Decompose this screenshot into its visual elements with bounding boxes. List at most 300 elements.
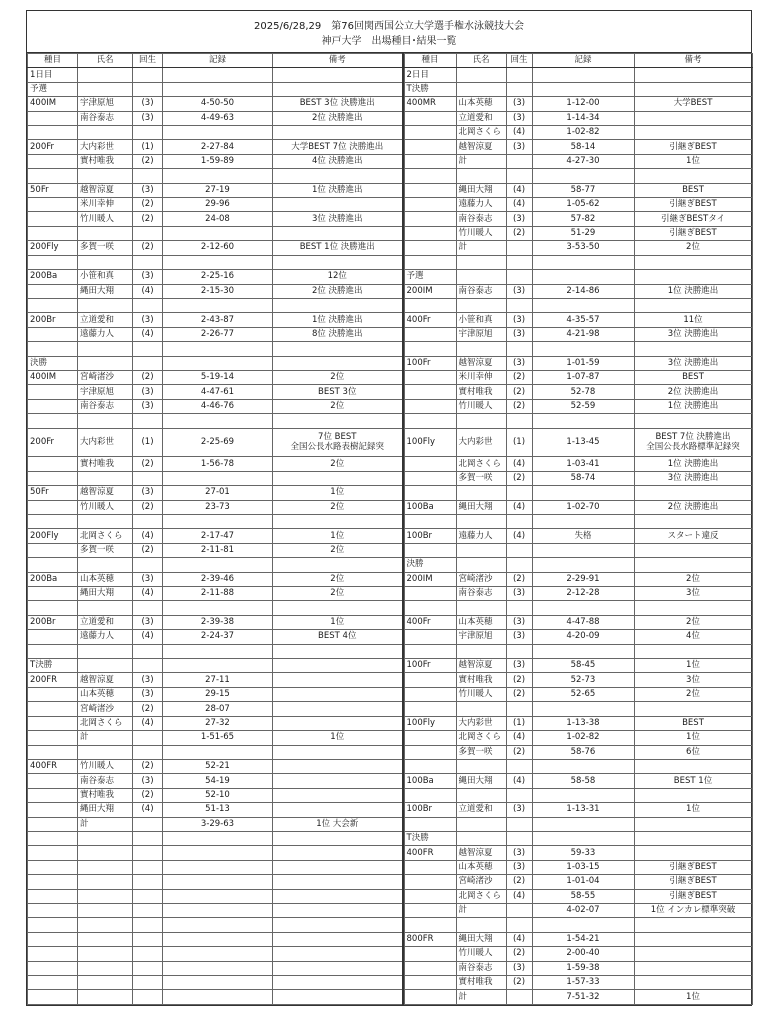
name-cell: 越智涼夏 <box>456 659 506 673</box>
name-cell <box>456 255 506 269</box>
remarks-cell: 2位 <box>273 543 403 557</box>
time-cell <box>163 961 273 975</box>
event-cell <box>404 154 456 168</box>
table-row <box>404 615 752 629</box>
remarks-cell: 2位 決勝進出 <box>634 500 752 514</box>
name-cell: 縄田大翔 <box>78 587 133 601</box>
event-cell <box>28 457 78 471</box>
year-cell: (4) <box>506 198 532 212</box>
year-cell: (3) <box>506 212 532 226</box>
table-row <box>404 932 752 946</box>
year-cell: (4) <box>506 731 532 745</box>
year-cell: (2) <box>506 471 532 485</box>
year-cell <box>506 644 532 658</box>
remarks-cell: 1位 決勝進出 <box>273 183 403 197</box>
time-cell: 2-27-84 <box>163 140 273 154</box>
time-cell: 24-08 <box>163 212 273 226</box>
table-row <box>28 644 403 658</box>
header-name: 氏名 <box>456 54 506 68</box>
name-cell <box>78 889 133 903</box>
year-cell: (2) <box>506 226 532 240</box>
name-cell: 越智涼夏 <box>78 183 133 197</box>
year-cell: (2) <box>506 687 532 701</box>
name-cell <box>456 486 506 500</box>
remarks-cell <box>273 759 403 773</box>
year-cell: (4) <box>133 630 163 644</box>
name-cell <box>456 817 506 831</box>
time-cell: 58-74 <box>532 471 634 485</box>
event-cell <box>28 169 78 183</box>
event-cell <box>404 702 456 716</box>
year-cell: (4) <box>133 803 163 817</box>
table-row <box>28 759 403 773</box>
year-cell <box>133 601 163 615</box>
event-cell <box>28 788 78 802</box>
year-cell <box>133 644 163 658</box>
time-cell: 2-14-86 <box>532 284 634 298</box>
time-cell <box>163 471 273 485</box>
event-cell <box>404 255 456 269</box>
table-row <box>404 68 752 82</box>
event-cell <box>404 399 456 413</box>
event-cell: 400IM <box>28 370 78 384</box>
remarks-cell: 1位 <box>273 731 403 745</box>
name-cell: 宮崎渚沙 <box>78 702 133 716</box>
event-cell <box>28 111 78 125</box>
time-cell <box>532 270 634 284</box>
time-cell: 4-35-57 <box>532 313 634 327</box>
event-cell <box>404 370 456 384</box>
remarks-cell: 1位 <box>273 615 403 629</box>
event-cell <box>404 140 456 154</box>
header-name: 氏名 <box>78 54 133 68</box>
name-cell <box>456 68 506 82</box>
remarks-cell: 1位 決勝進出 <box>634 284 752 298</box>
year-cell: (4) <box>133 587 163 601</box>
table-row <box>404 183 752 197</box>
event-cell <box>28 587 78 601</box>
event-cell <box>28 731 78 745</box>
event-cell: 50Fr <box>28 183 78 197</box>
time-cell: 4-27-30 <box>532 154 634 168</box>
year-cell <box>133 126 163 140</box>
remarks-cell <box>273 745 403 759</box>
table-row <box>28 745 403 759</box>
remarks-cell: 6位 <box>634 745 752 759</box>
name-cell: 實村唯我 <box>78 788 133 802</box>
year-cell <box>506 903 532 917</box>
remarks-cell: 2位 <box>634 615 752 629</box>
table-row <box>404 82 752 96</box>
year-cell: (1) <box>506 428 532 457</box>
time-cell <box>163 932 273 946</box>
table-row <box>28 572 403 586</box>
year-cell <box>506 817 532 831</box>
time-cell <box>163 68 273 82</box>
header-year: 回生 <box>506 54 532 68</box>
table-row <box>404 716 752 730</box>
event-cell <box>404 759 456 773</box>
table-row <box>28 457 403 471</box>
event-cell: 400IM <box>28 97 78 111</box>
remarks-cell: 2位 <box>273 500 403 514</box>
event-cell <box>28 399 78 413</box>
name-cell <box>78 659 133 673</box>
year-cell <box>133 947 163 961</box>
remarks-cell <box>273 342 403 356</box>
name-cell <box>456 270 506 284</box>
event-cell <box>28 846 78 860</box>
name-cell <box>456 918 506 932</box>
time-cell: 29-15 <box>163 687 273 701</box>
year-cell <box>506 68 532 82</box>
table-row <box>28 126 403 140</box>
event-cell <box>28 947 78 961</box>
name-cell: 宮崎渚沙 <box>456 572 506 586</box>
remarks-cell: 3位 決勝進出 <box>634 356 752 370</box>
event-cell <box>404 731 456 745</box>
table-row <box>404 255 752 269</box>
table-row <box>404 313 752 327</box>
year-cell: (2) <box>133 788 163 802</box>
time-cell: 54-19 <box>163 774 273 788</box>
event-cell: 50Fr <box>28 486 78 500</box>
event-cell: 100Fr <box>404 356 456 370</box>
event-cell <box>404 687 456 701</box>
time-cell: 27-11 <box>163 673 273 687</box>
table-row <box>28 471 403 485</box>
table-row <box>28 817 403 831</box>
event-cell <box>28 716 78 730</box>
event-cell <box>404 515 456 529</box>
event-cell <box>404 630 456 644</box>
time-cell: 52-65 <box>532 687 634 701</box>
time-cell: 2-24-37 <box>163 630 273 644</box>
remarks-cell <box>273 803 403 817</box>
event-cell <box>404 457 456 471</box>
name-cell: 宇津原旭 <box>456 327 506 341</box>
table-row <box>404 298 752 312</box>
table-row <box>404 630 752 644</box>
remarks-cell <box>634 976 752 990</box>
event-cell <box>404 889 456 903</box>
table-row <box>404 903 752 917</box>
year-cell <box>133 471 163 485</box>
remarks-cell <box>634 111 752 125</box>
time-cell <box>532 543 634 557</box>
table-row <box>28 298 403 312</box>
name-cell: 計 <box>456 154 506 168</box>
time-cell: 27-19 <box>163 183 273 197</box>
name-cell: 米川幸伸 <box>456 370 506 384</box>
time-cell: 1-05-62 <box>532 198 634 212</box>
time-cell: 58-55 <box>532 889 634 903</box>
table-row <box>404 529 752 543</box>
time-cell: 4-02-07 <box>532 903 634 917</box>
event-cell: 200IM <box>404 284 456 298</box>
table-row <box>28 169 403 183</box>
time-cell: 1-01-04 <box>532 875 634 889</box>
remarks-cell <box>634 428 752 457</box>
time-cell <box>163 356 273 370</box>
event-cell <box>28 630 78 644</box>
year-cell <box>506 759 532 773</box>
table-row <box>28 731 403 745</box>
remarks-cell <box>634 932 752 946</box>
remarks-cell: 2位 <box>273 457 403 471</box>
year-cell <box>133 298 163 312</box>
event-cell: 予選 <box>28 82 78 96</box>
table-row <box>28 846 403 860</box>
event-cell <box>404 241 456 255</box>
event-cell: T決勝 <box>28 659 78 673</box>
remarks-cell: 引継ぎBEST <box>634 889 752 903</box>
year-cell <box>506 543 532 557</box>
event-cell <box>404 817 456 831</box>
remarks-cell: 引継ぎBESTタイ <box>634 212 752 226</box>
event-cell <box>28 284 78 298</box>
time-cell: 1-13-45 <box>532 428 634 457</box>
table-row <box>404 457 752 471</box>
time-cell <box>532 558 634 572</box>
time-cell <box>163 889 273 903</box>
name-cell <box>78 82 133 96</box>
remarks-cell <box>273 788 403 802</box>
name-cell: 縄田大翔 <box>456 774 506 788</box>
year-cell: (2) <box>506 875 532 889</box>
remarks-cell <box>634 759 752 773</box>
event-cell <box>28 385 78 399</box>
time-cell <box>532 82 634 96</box>
year-cell <box>133 515 163 529</box>
year-cell <box>506 82 532 96</box>
event-cell <box>28 126 78 140</box>
event-cell: 100Fr <box>404 659 456 673</box>
name-cell: 北岡さくら <box>456 457 506 471</box>
remarks-cell <box>273 601 403 615</box>
year-cell: (4) <box>506 500 532 514</box>
time-cell <box>532 759 634 773</box>
year-cell: (1) <box>133 428 163 457</box>
table-row <box>28 932 403 946</box>
event-cell: 800FR <box>404 932 456 946</box>
remarks-cell: 引継ぎBEST <box>634 226 752 240</box>
time-cell <box>163 126 273 140</box>
table-row <box>28 947 403 961</box>
event-cell <box>28 961 78 975</box>
year-cell <box>506 154 532 168</box>
name-cell: 南谷泰志 <box>78 774 133 788</box>
name-cell: 宇津原旭 <box>78 385 133 399</box>
event-cell <box>404 875 456 889</box>
table-row <box>28 370 403 384</box>
table-row <box>404 428 752 457</box>
name-cell: 計 <box>456 241 506 255</box>
table-row <box>28 500 403 514</box>
year-cell <box>133 558 163 572</box>
table-row <box>404 471 752 485</box>
time-cell: 1-59-89 <box>163 154 273 168</box>
table-row <box>28 486 403 500</box>
event-cell: 2日目 <box>404 68 456 82</box>
table-row <box>28 990 403 1004</box>
year-cell <box>133 932 163 946</box>
name-cell <box>78 860 133 874</box>
year-cell: (2) <box>133 154 163 168</box>
year-cell: (3) <box>506 961 532 975</box>
name-cell <box>78 990 133 1004</box>
table-row <box>404 327 752 341</box>
name-cell <box>78 342 133 356</box>
time-cell <box>532 414 634 428</box>
year-cell <box>133 976 163 990</box>
year-cell <box>506 831 532 845</box>
remarks-cell <box>634 298 752 312</box>
time-cell: 1-07-87 <box>532 370 634 384</box>
time-cell <box>163 860 273 874</box>
remarks-cell <box>634 846 752 860</box>
table-row <box>28 543 403 557</box>
table-row <box>404 572 752 586</box>
name-cell <box>78 961 133 975</box>
year-cell: (3) <box>133 183 163 197</box>
event-cell <box>28 601 78 615</box>
name-cell: 立道愛和 <box>456 803 506 817</box>
year-cell <box>133 889 163 903</box>
time-cell: 51-29 <box>532 226 634 240</box>
year-cell <box>133 68 163 82</box>
name-cell: 山本英穂 <box>456 860 506 874</box>
event-cell <box>404 745 456 759</box>
year-cell <box>133 831 163 845</box>
remarks-cell: 2位 <box>634 572 752 586</box>
remarks-cell <box>273 414 403 428</box>
name-cell: 計 <box>456 990 506 1004</box>
event-cell <box>404 298 456 312</box>
year-cell: (3) <box>133 313 163 327</box>
time-cell: 1-13-31 <box>532 803 634 817</box>
table-row <box>28 831 403 845</box>
name-cell: 遠藤力人 <box>78 327 133 341</box>
year-cell <box>506 601 532 615</box>
year-cell <box>506 414 532 428</box>
meet-title: 2025/6/28,29 第76回関西国公立大学選手権水泳競技大会 <box>254 21 524 32</box>
year-cell: (2) <box>506 385 532 399</box>
event-cell <box>404 212 456 226</box>
time-cell: 4-21-98 <box>532 327 634 341</box>
year-cell: (4) <box>506 889 532 903</box>
table-row <box>404 241 752 255</box>
time-cell: 2-26-77 <box>163 327 273 341</box>
remarks-cell: BEST 1位 <box>634 774 752 788</box>
table-row <box>404 731 752 745</box>
year-cell <box>133 918 163 932</box>
header-event: 種目 <box>404 54 456 68</box>
table-row <box>404 860 752 874</box>
time-cell <box>163 515 273 529</box>
event-cell: 予選 <box>404 270 456 284</box>
remarks-cell <box>634 126 752 140</box>
table-row <box>404 284 752 298</box>
event-cell: 100Fly <box>404 428 456 457</box>
year-cell <box>133 875 163 889</box>
table-row <box>28 889 403 903</box>
remarks-cell: 1位 決勝進出 <box>273 313 403 327</box>
year-cell <box>133 255 163 269</box>
table-row <box>28 788 403 802</box>
year-cell: (4) <box>133 284 163 298</box>
event-cell: T決勝 <box>404 831 456 845</box>
name-cell: 多賀一咲 <box>456 471 506 485</box>
remarks-cell: 8位 決勝進出 <box>273 327 403 341</box>
remarks-cell <box>273 831 403 845</box>
name-cell: 宇津原旭 <box>78 97 133 111</box>
event-cell <box>404 169 456 183</box>
name-cell <box>78 255 133 269</box>
year-cell: (3) <box>506 313 532 327</box>
remarks-cell <box>273 990 403 1004</box>
name-cell <box>78 356 133 370</box>
time-cell: 52-73 <box>532 673 634 687</box>
event-cell <box>28 255 78 269</box>
table-row <box>404 846 752 860</box>
name-cell: 竹川暖人 <box>456 687 506 701</box>
remarks-cell <box>273 515 403 529</box>
year-cell: (3) <box>506 860 532 874</box>
name-cell <box>78 471 133 485</box>
event-cell <box>28 918 78 932</box>
year-cell: (3) <box>506 284 532 298</box>
remarks-cell <box>634 515 752 529</box>
year-cell: (4) <box>506 457 532 471</box>
time-cell: 2-17-47 <box>163 529 273 543</box>
table-row <box>404 687 752 701</box>
event-cell: 200Ba <box>28 572 78 586</box>
table-row <box>404 644 752 658</box>
time-cell: 58-58 <box>532 774 634 788</box>
time-cell <box>163 875 273 889</box>
event-cell <box>404 183 456 197</box>
remarks-cell: BEST 4位 <box>273 630 403 644</box>
name-cell <box>456 515 506 529</box>
remarks-cell: 2位 決勝進出 <box>273 284 403 298</box>
year-cell: (4) <box>506 126 532 140</box>
remarks-cell <box>273 716 403 730</box>
table-row <box>28 385 403 399</box>
remarks-cell: 12位 <box>273 270 403 284</box>
time-cell: 3-53-50 <box>532 241 634 255</box>
table-row <box>28 82 403 96</box>
remarks-cell <box>273 356 403 370</box>
event-cell <box>404 414 456 428</box>
event-cell <box>404 860 456 874</box>
time-cell: 4-46-76 <box>163 399 273 413</box>
year-cell <box>133 82 163 96</box>
table-row <box>28 255 403 269</box>
remarks-cell <box>634 831 752 845</box>
table-row <box>404 270 752 284</box>
event-cell <box>404 976 456 990</box>
event-cell: 200Fr <box>28 140 78 154</box>
remarks-cell: 1位 <box>634 803 752 817</box>
event-cell <box>404 587 456 601</box>
name-cell: 小笹和真 <box>456 313 506 327</box>
name-cell: 南谷泰志 <box>78 111 133 125</box>
time-cell <box>163 846 273 860</box>
year-cell: (2) <box>133 702 163 716</box>
name-cell <box>78 745 133 759</box>
time-cell: 59-33 <box>532 846 634 860</box>
